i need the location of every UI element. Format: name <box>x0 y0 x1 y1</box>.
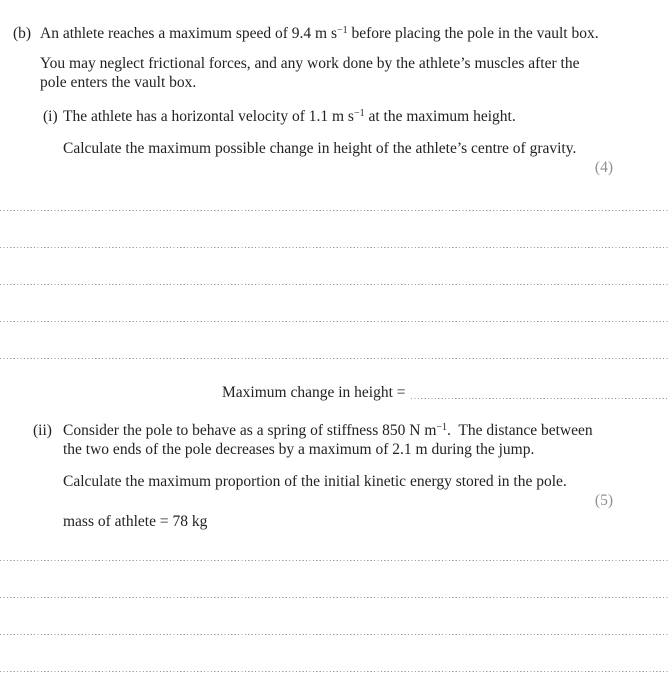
part-i-statement-text-end: at the maximum height. <box>364 108 516 125</box>
answer-ruling-line <box>0 321 668 322</box>
part-i-statement-text: The athlete has a horizontal velocity of 1.1 m s <box>63 108 354 125</box>
answer-ruling-line <box>0 597 668 598</box>
answer-result-label: Maximum change in height = <box>222 384 406 401</box>
part-b-intro-text: An athlete reaches a maximum speed of 9.4 m s <box>40 25 337 42</box>
answer-ruling-line <box>0 247 668 248</box>
part-b-label: (b) <box>13 25 32 42</box>
superscript-exponent: −1 <box>436 422 448 433</box>
superscript-exponent: −1 <box>353 108 365 119</box>
part-b-intro <box>40 24 599 43</box>
part-ii-statement-line-2: the two ends of the pole decreases by a maximum of 2.1 m during the jump. <box>63 441 535 458</box>
answer-result-dotted-line <box>411 398 668 399</box>
part-ii-statement-text: Consider the pole to behave as a spring of stiffness 850 N m <box>63 422 437 439</box>
answer-ruling-line <box>0 210 668 211</box>
part-i-task: Calculate the maximum possible change in height of the athlete’s centre of gravity. <box>63 140 577 157</box>
answer-ruling-line <box>0 358 668 359</box>
part-b-intro-text-end: before placing the pole in the vault box. <box>347 25 599 42</box>
part-ii-statement-text-end: . The distance between <box>447 422 593 439</box>
part-ii-task: Calculate the maximum proportion of the initial kinetic energy stored in the pole. <box>63 473 567 490</box>
given-mass-value: mass of athlete = 78 kg <box>63 513 208 530</box>
answer-result-row <box>222 383 668 402</box>
part-i-label: (i) <box>43 108 58 125</box>
superscript-exponent: −1 <box>337 25 348 36</box>
part-b-note-line-2: pole enters the vault box. <box>40 74 197 91</box>
part-ii-statement-line-1 <box>63 421 593 440</box>
answer-ruling-line <box>0 634 668 635</box>
part-ii-marks: (5) <box>594 492 613 509</box>
answer-ruling-line <box>0 284 668 285</box>
part-i-marks: (4) <box>594 159 613 176</box>
part-i-statement <box>63 107 516 126</box>
part-ii-label: (ii) <box>33 422 52 439</box>
part-b-note-line-1: You may neglect frictional forces, and any work done by the athlete’s muscles after the <box>40 55 580 72</box>
answer-ruling-line <box>0 671 668 672</box>
answer-ruling-line <box>0 560 668 561</box>
